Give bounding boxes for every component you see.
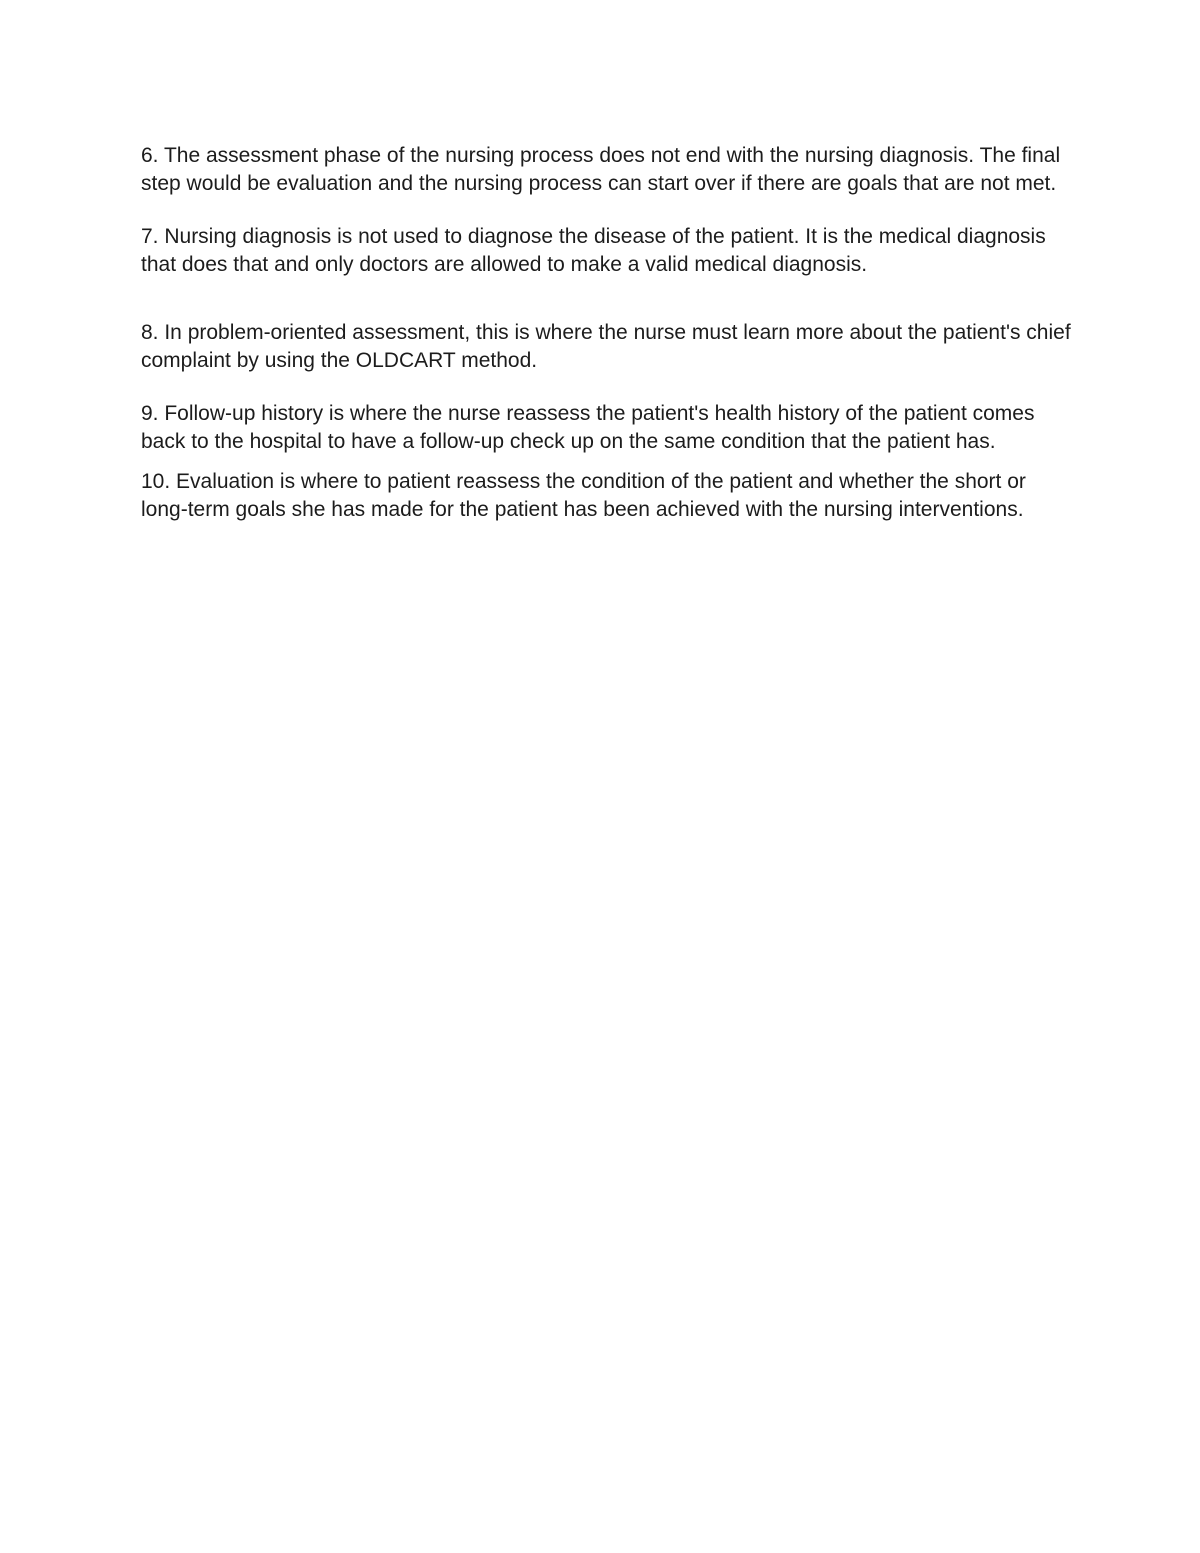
- answer-10: 10. Evaluation is where to patient reassess the condition of the patient and whether the short or long-term goals she has made for the patient has been achieved with the nursing interventions.: [141, 470, 1026, 521]
- answer-6: 6. The assessment phase of the nursing process does not end with the nursing diagnosis. The final step would be evaluation and the nursing process can start over if there are goals that are not met.: [141, 144, 1061, 195]
- answer-list: [141, 142, 1071, 523]
- answer-9: 9. Follow-up history is where the nurse reassess the patient's health history of the patient comes back to the hospital to have a follow-up check up on the same condition that the patient has.: [141, 402, 1035, 453]
- answer-7: 7. Nursing diagnosis is not used to diagnose the disease of the patient. It is the medical diagnosis that does that and only doctors are allowed to make a valid medical diagnosis.: [141, 225, 1046, 276]
- answer-8: 8. In problem-oriented assessment, this is where the nurse must learn more about the patient's chief complaint by using the OLDCART method.: [141, 321, 1071, 372]
